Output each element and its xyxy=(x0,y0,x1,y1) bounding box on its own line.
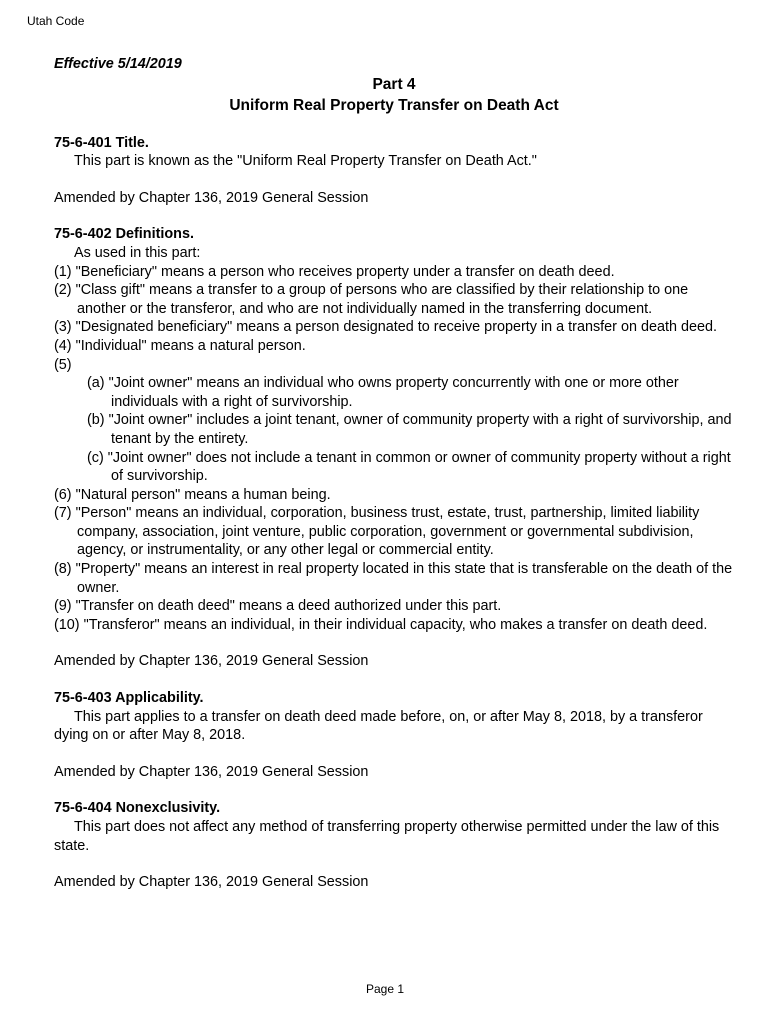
section-75-6-403 xyxy=(54,689,734,781)
sub-definition-item: (b) "Joint owner" includes a joint tenant, owner of community property with a right of survivorship, and tenant by the entirety. xyxy=(87,412,732,447)
document-body xyxy=(54,55,734,892)
page-number: Page 1 xyxy=(365,982,405,996)
section-75-6-402 xyxy=(54,225,734,671)
definition-item xyxy=(54,356,734,486)
definition-item: (2) "Class gift" means a transfer to a group of persons who are classified by their relationship to one another or the transferor, and who are not individually named in the transferring document. xyxy=(54,282,689,317)
section-body: This part does not affect any method of transferring property otherwise permitted under the law of this state. xyxy=(54,819,720,854)
section-body: This part is known as the "Uniform Real Property Transfer on Death Act." xyxy=(74,153,537,170)
section-body: This part applies to a transfer on death deed made before, on, or after May 8, 2018, by a transferor dying on or after May 8, 2018. xyxy=(54,708,703,744)
definition-item: (10) "Transferor" means an individual, in their individual capacity, who makes a transfer on death deed. xyxy=(54,616,708,633)
effective-date: Effective 5/14/2019 xyxy=(54,56,182,72)
amendment-note: Amended by Chapter 136, 2019 General Session xyxy=(54,653,369,670)
section-75-6-401 xyxy=(54,134,734,208)
sub-definition-list xyxy=(77,374,734,486)
amendment-note: Amended by Chapter 136, 2019 General Session xyxy=(54,874,369,891)
section-heading: 75-6-401 Title. xyxy=(54,134,149,151)
definition-list xyxy=(54,263,734,635)
section-75-6-404 xyxy=(54,799,734,891)
definition-item: (8) "Property" means an interest in real property located in this state that is transferable on the death of the owner. xyxy=(54,561,733,596)
amendment-note: Amended by Chapter 136, 2019 General Session xyxy=(54,763,369,780)
sub-definition-item: (c) "Joint owner" does not include a tenant in common or owner of community property without a right of survivorship. xyxy=(87,449,731,485)
running-header: Utah Code xyxy=(27,14,85,28)
amendment-note: Amended by Chapter 136, 2019 General Session xyxy=(54,189,369,206)
act-title: Uniform Real Property Transfer on Death Act xyxy=(229,96,559,114)
definition-item: (4) "Individual" means a natural person. xyxy=(54,337,306,354)
definition-item: (1) "Beneficiary" means a person who receives property under a transfer on death deed. xyxy=(54,263,615,280)
definition-item: (3) "Designated beneficiary" means a person designated to receive property in a transfer on death deed. xyxy=(54,319,717,336)
section-heading: 75-6-402 Definitions. xyxy=(54,226,194,243)
section-heading: 75-6-404 Nonexclusivity. xyxy=(54,800,221,817)
definition-number: (5) xyxy=(54,356,72,373)
section-intro: As used in this part: xyxy=(74,244,201,261)
definition-item: (9) "Transfer on death deed" means a deed authorized under this part. xyxy=(54,598,502,615)
definition-item: (6) "Natural person" means a human being. xyxy=(54,486,331,503)
section-heading: 75-6-403 Applicability. xyxy=(54,690,204,707)
sub-definition-item: (a) "Joint owner" means an individual who owns property concurrently with one or more other individuals with a right of survivorship. xyxy=(87,375,679,410)
definition-item: (7) "Person" means an individual, corporation, business trust, estate, trust, partnership, limited liability company, association, joint venture, public corporation, government or governmental subdivision, agency, or instrumentality, or any other legal or commercial entity. xyxy=(54,505,700,559)
part-title: Part 4 xyxy=(372,75,416,93)
